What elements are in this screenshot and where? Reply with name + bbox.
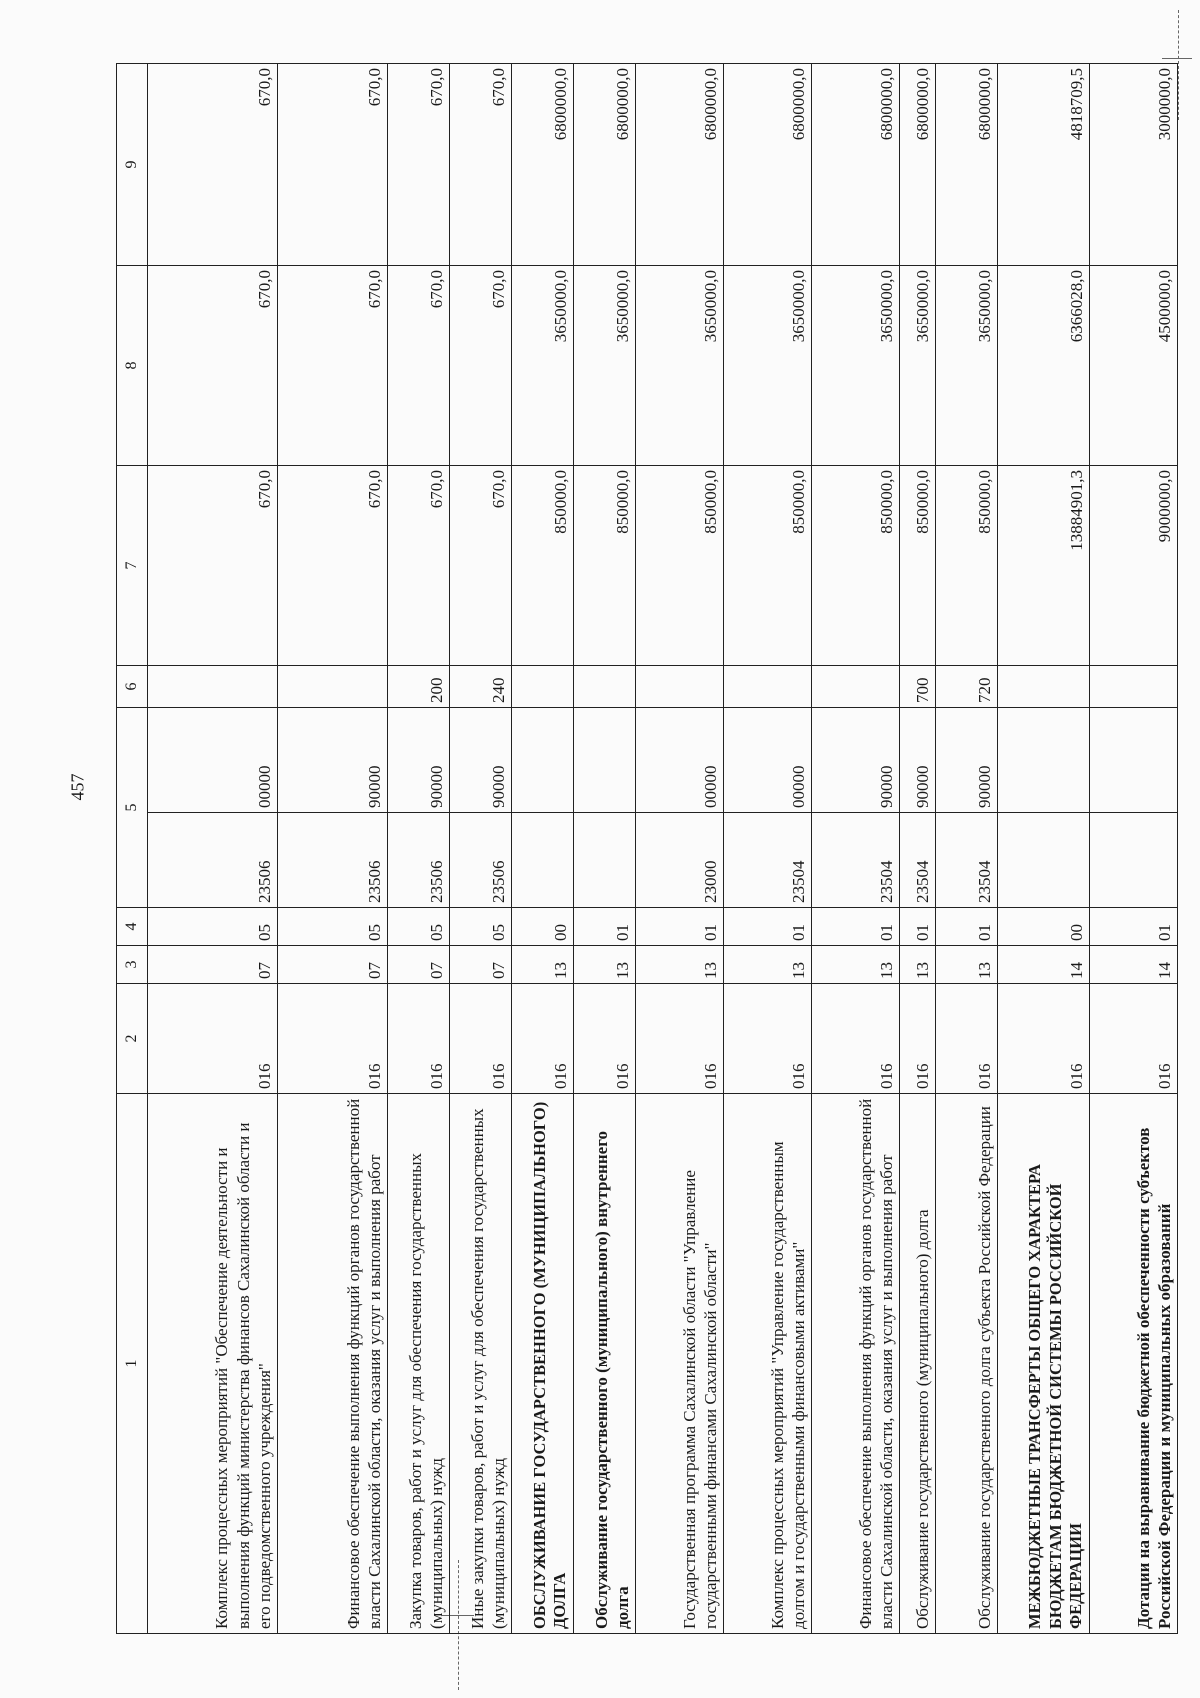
row-col8: 670,0	[278, 266, 388, 466]
row-col9: 670,0	[450, 64, 512, 266]
row-col5-direction: 90000	[812, 708, 900, 813]
row-col2: 016	[450, 984, 512, 1094]
header-col-6: 6	[117, 666, 148, 708]
row-name: Иные закупки товаров, работ и услуг для обеспечения государственных (муниципальных) нужд	[450, 1094, 512, 1634]
row-col5-program: 23504	[812, 813, 900, 908]
row-col9: 6800000,0	[512, 64, 574, 266]
row-col3: 13	[574, 946, 636, 984]
row-col2: 016	[574, 984, 636, 1094]
row-col6: 720	[936, 666, 998, 708]
row-col6	[574, 666, 636, 708]
row-col5-direction	[574, 708, 636, 813]
header-row	[117, 64, 148, 1634]
row-col9: 670,0	[278, 64, 388, 266]
table-row	[512, 64, 574, 1634]
row-col5-program	[574, 813, 636, 908]
row-col3: 13	[812, 946, 900, 984]
row-col2: 016	[998, 984, 1090, 1094]
row-col5-program	[998, 813, 1090, 908]
row-col2: 016	[512, 984, 574, 1094]
row-col2: 016	[636, 984, 724, 1094]
row-col6	[148, 666, 278, 708]
row-col6	[512, 666, 574, 708]
row-col5-program: 23506	[278, 813, 388, 908]
row-col4: 05	[148, 908, 278, 946]
row-col7: 670,0	[388, 466, 450, 666]
table-row	[388, 64, 450, 1634]
row-col3: 13	[512, 946, 574, 984]
row-col5-program: 23506	[148, 813, 278, 908]
row-name: Финансовое обеспечение выполнения функций органов государственной власти Сахалинской области, оказания услуг и выполнения работ	[278, 1094, 388, 1634]
row-name: Обслуживание государственного (муниципального) долга	[900, 1094, 936, 1634]
row-col7: 850000,0	[574, 466, 636, 666]
row-col2: 016	[278, 984, 388, 1094]
row-col9: 6800000,0	[936, 64, 998, 266]
scan-fold-line-top	[1178, 10, 1179, 120]
row-col7: 850000,0	[636, 466, 724, 666]
table-row	[574, 64, 636, 1634]
row-name: Комплекс процессных мероприятий "Управление государственным долгом и государственными финансовыми активами"	[724, 1094, 812, 1634]
row-col5-direction: 90000	[388, 708, 450, 813]
row-col3: 14	[1090, 946, 1178, 984]
row-col5-program: 23506	[450, 813, 512, 908]
row-col8: 670,0	[388, 266, 450, 466]
table-row	[724, 64, 812, 1634]
row-col5-program: 23504	[936, 813, 998, 908]
row-col3: 07	[148, 946, 278, 984]
row-name: Финансовое обеспечение выполнения функций органов государственной власти Сахалинской области, оказания услуг и выполнения работ	[812, 1094, 900, 1634]
row-col4: 00	[512, 908, 574, 946]
row-col5-direction: 90000	[936, 708, 998, 813]
row-col2: 016	[724, 984, 812, 1094]
row-name: Обслуживание государственного долга субъекта Российской Федерации	[936, 1094, 998, 1634]
row-col2: 016	[1090, 984, 1178, 1094]
row-col9: 6800000,0	[724, 64, 812, 266]
header-col-8: 8	[117, 266, 148, 466]
row-col4: 01	[724, 908, 812, 946]
table-row	[278, 64, 388, 1634]
row-col5-direction: 90000	[278, 708, 388, 813]
row-col3: 13	[936, 946, 998, 984]
row-col6	[998, 666, 1090, 708]
row-col3: 13	[636, 946, 724, 984]
row-col9: 670,0	[388, 64, 450, 266]
row-col4: 01	[812, 908, 900, 946]
row-col5-program	[512, 813, 574, 908]
row-col4: 01	[936, 908, 998, 946]
table-row	[148, 64, 278, 1634]
table-row	[636, 64, 724, 1634]
row-col4: 01	[636, 908, 724, 946]
header-col-9: 9	[117, 64, 148, 266]
row-col5-program	[1090, 813, 1178, 908]
table-row	[1090, 64, 1178, 1634]
table-row	[450, 64, 512, 1634]
row-name: ОБСЛУЖИВАНИЕ ГОСУДАРСТВЕННОГО (МУНИЦИПАЛЬНОГО) ДОЛГА	[512, 1094, 574, 1634]
row-col4: 00	[998, 908, 1090, 946]
row-col6	[278, 666, 388, 708]
row-col8: 6366028,0	[998, 266, 1090, 466]
row-col2: 016	[148, 984, 278, 1094]
row-col7: 850000,0	[724, 466, 812, 666]
row-col4: 01	[574, 908, 636, 946]
row-name: Государственная программа Сахалинской области "Управление государственными финансами Сахалинской области"	[636, 1094, 724, 1634]
row-col7: 670,0	[450, 466, 512, 666]
row-name: Закупка товаров, работ и услуг для обеспечения государственных (муниципальных) нужд	[388, 1094, 450, 1634]
row-col8: 3650000,0	[724, 266, 812, 466]
row-col5-direction	[512, 708, 574, 813]
row-col5-program: 23506	[388, 813, 450, 908]
row-col4: 05	[388, 908, 450, 946]
row-name: Обслуживание государственного (муниципального) внутреннего долга	[574, 1094, 636, 1634]
row-col5-program: 23504	[724, 813, 812, 908]
row-col5-direction	[998, 708, 1090, 813]
row-col6: 200	[388, 666, 450, 708]
row-col2: 016	[388, 984, 450, 1094]
row-col7: 850000,0	[512, 466, 574, 666]
row-col7: 9000000,0	[1090, 466, 1178, 666]
row-col3: 13	[900, 946, 936, 984]
row-col9: 6800000,0	[574, 64, 636, 266]
row-col3: 07	[388, 946, 450, 984]
header-col-1: 1	[117, 1094, 148, 1634]
row-col5-direction: 90000	[900, 708, 936, 813]
row-col8: 3650000,0	[574, 266, 636, 466]
row-col8: 3650000,0	[512, 266, 574, 466]
row-col6	[812, 666, 900, 708]
budget-table-wrapper	[116, 64, 1174, 1634]
row-col5-direction: 00000	[636, 708, 724, 813]
row-col7: 850000,0	[812, 466, 900, 666]
row-col9: 670,0	[148, 64, 278, 266]
table-row	[900, 64, 936, 1634]
row-col4: 05	[450, 908, 512, 946]
row-col6	[724, 666, 812, 708]
row-col6	[636, 666, 724, 708]
row-col3: 07	[278, 946, 388, 984]
table-row	[936, 64, 998, 1634]
row-name: МЕЖБЮДЖЕТНЫЕ ТРАНСФЕРТЫ ОБЩЕГО ХАРАКТЕРА БЮДЖЕТАМ БЮДЖЕТНОЙ СИСТЕМЫ РОССИЙСКОЙ ФЕДЕРАЦИИ	[998, 1094, 1090, 1634]
header-col-5: 5	[117, 708, 148, 908]
row-col4: 01	[900, 908, 936, 946]
row-col9: 6800000,0	[900, 64, 936, 266]
row-col2: 016	[900, 984, 936, 1094]
row-col7: 670,0	[148, 466, 278, 666]
table-row	[812, 64, 900, 1634]
row-col7: 13884901,3	[998, 466, 1090, 666]
header-col-2: 2	[117, 984, 148, 1094]
row-col7: 850000,0	[900, 466, 936, 666]
row-col3: 07	[450, 946, 512, 984]
header-col-7: 7	[117, 466, 148, 666]
row-col2: 016	[812, 984, 900, 1094]
budget-table	[116, 63, 1178, 1634]
row-col8: 3650000,0	[812, 266, 900, 466]
row-name: Дотации на выравнивание бюджетной обеспеченности субъектов Российской Федерации и муниципальных образований	[1090, 1094, 1178, 1634]
row-col2: 016	[936, 984, 998, 1094]
table-body	[148, 64, 1178, 1634]
header-col-4: 4	[117, 908, 148, 946]
row-col8: 670,0	[450, 266, 512, 466]
row-col8: 3650000,0	[936, 266, 998, 466]
header-col-3: 3	[117, 946, 148, 984]
row-col9: 6800000,0	[636, 64, 724, 266]
row-col6: 700	[900, 666, 936, 708]
row-col8: 4500000,0	[1090, 266, 1178, 466]
row-col7: 670,0	[278, 466, 388, 666]
row-col7: 850000,0	[936, 466, 998, 666]
row-col6: 240	[450, 666, 512, 708]
row-col4: 01	[1090, 908, 1178, 946]
row-col9: 6800000,0	[812, 64, 900, 266]
row-col9: 3000000,0	[1090, 64, 1178, 266]
table-row	[998, 64, 1090, 1634]
row-col5-program: 23504	[900, 813, 936, 908]
row-col5-direction: 90000	[450, 708, 512, 813]
page-number: 457	[67, 773, 88, 801]
row-col8: 3650000,0	[636, 266, 724, 466]
row-col6	[1090, 666, 1178, 708]
row-col8: 670,0	[148, 266, 278, 466]
row-col3: 13	[724, 946, 812, 984]
row-col3: 14	[998, 946, 1090, 984]
row-col8: 3650000,0	[900, 266, 936, 466]
row-col5-direction: 00000	[724, 708, 812, 813]
row-col5-program: 23000	[636, 813, 724, 908]
row-col5-direction: 00000	[148, 708, 278, 813]
scan-fold-mark-top	[1162, 58, 1192, 59]
row-name: Комплекс процессных мероприятий "Обеспечение деятельности и выполнения функций министерства финансов Сахалинской области и его подведомственного учреждения"	[148, 1094, 278, 1634]
row-col4: 05	[278, 908, 388, 946]
row-col9: 4818709,5	[998, 64, 1090, 266]
row-col5-direction	[1090, 708, 1178, 813]
